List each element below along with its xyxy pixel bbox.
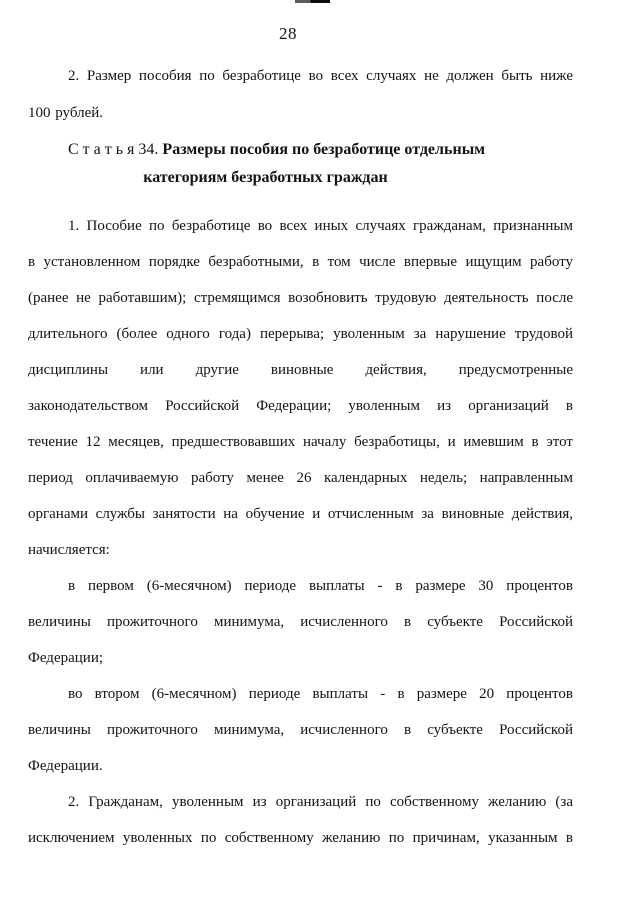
page-content xyxy=(28,58,573,856)
text-line: исключением уволенных по собственному желанию по причинам, указанным в xyxy=(28,830,573,846)
text-line: в установленном порядке безработными, в том числе впервые ищущим работу xyxy=(28,254,573,270)
text-line: величины прожиточного минимума, исчисленного в субъекте Российской xyxy=(28,722,573,738)
text-line: течение 12 месяцев, предшествовавших началу безработицы, и имевшим в этот xyxy=(28,434,573,450)
text-line: 1. Пособие по безработице во всех иных случаях гражданам, признанным xyxy=(68,218,573,234)
text-line: величины прожиточного минимума, исчисленного в субъекте Российской xyxy=(28,614,573,630)
text-line: начисляется: xyxy=(28,542,110,558)
text-line: дисциплины или другие виновные действия, предусмотренные xyxy=(28,362,573,378)
text-line: (ранее не работавшим); стремящимся возобновить трудовую деятельность после xyxy=(28,290,573,306)
text-line: Федерации. xyxy=(28,758,103,774)
text-line: 100 рублей. xyxy=(28,105,104,121)
text-line: в первом (6-месячном) периоде выплаты - в размере 30 процентов xyxy=(68,578,573,594)
text-line: период оплачиваемую работу менее 26 календарных недель; направленным xyxy=(28,470,573,486)
text-line: законодательством Российской Федерации; уволенным из организаций в xyxy=(28,398,573,414)
text-line: длительного (более одного года) перерыва; уволенным за нарушение трудовой xyxy=(28,326,573,342)
article-body xyxy=(28,208,573,856)
text-line: 2. Гражданам, уволенным из организаций по собственному желанию (за xyxy=(68,794,573,810)
scan-artifact-mark xyxy=(295,0,330,3)
text-line: во втором (6-месячном) периоде выплаты - в размере 20 процентов xyxy=(68,686,573,702)
article-heading xyxy=(28,136,573,192)
text-line: 2. Размер пособия по безработице во всех случаях не должен быть ниже xyxy=(68,68,573,84)
article-heading-line1 xyxy=(68,136,573,164)
article-title-part1: Размеры пособия по безработице отдельным xyxy=(162,141,486,158)
page-number: 28 xyxy=(279,24,297,43)
paragraph-benefit-minimum xyxy=(28,58,573,132)
text-line: органами службы занятости на обучение и отчисленным за виновные действия, xyxy=(28,506,573,522)
article-number-label: С т а т ь я 34. xyxy=(68,141,159,158)
article-title-part2: категориям безработных граждан xyxy=(143,169,388,186)
text-line: Федерации; xyxy=(28,650,104,666)
